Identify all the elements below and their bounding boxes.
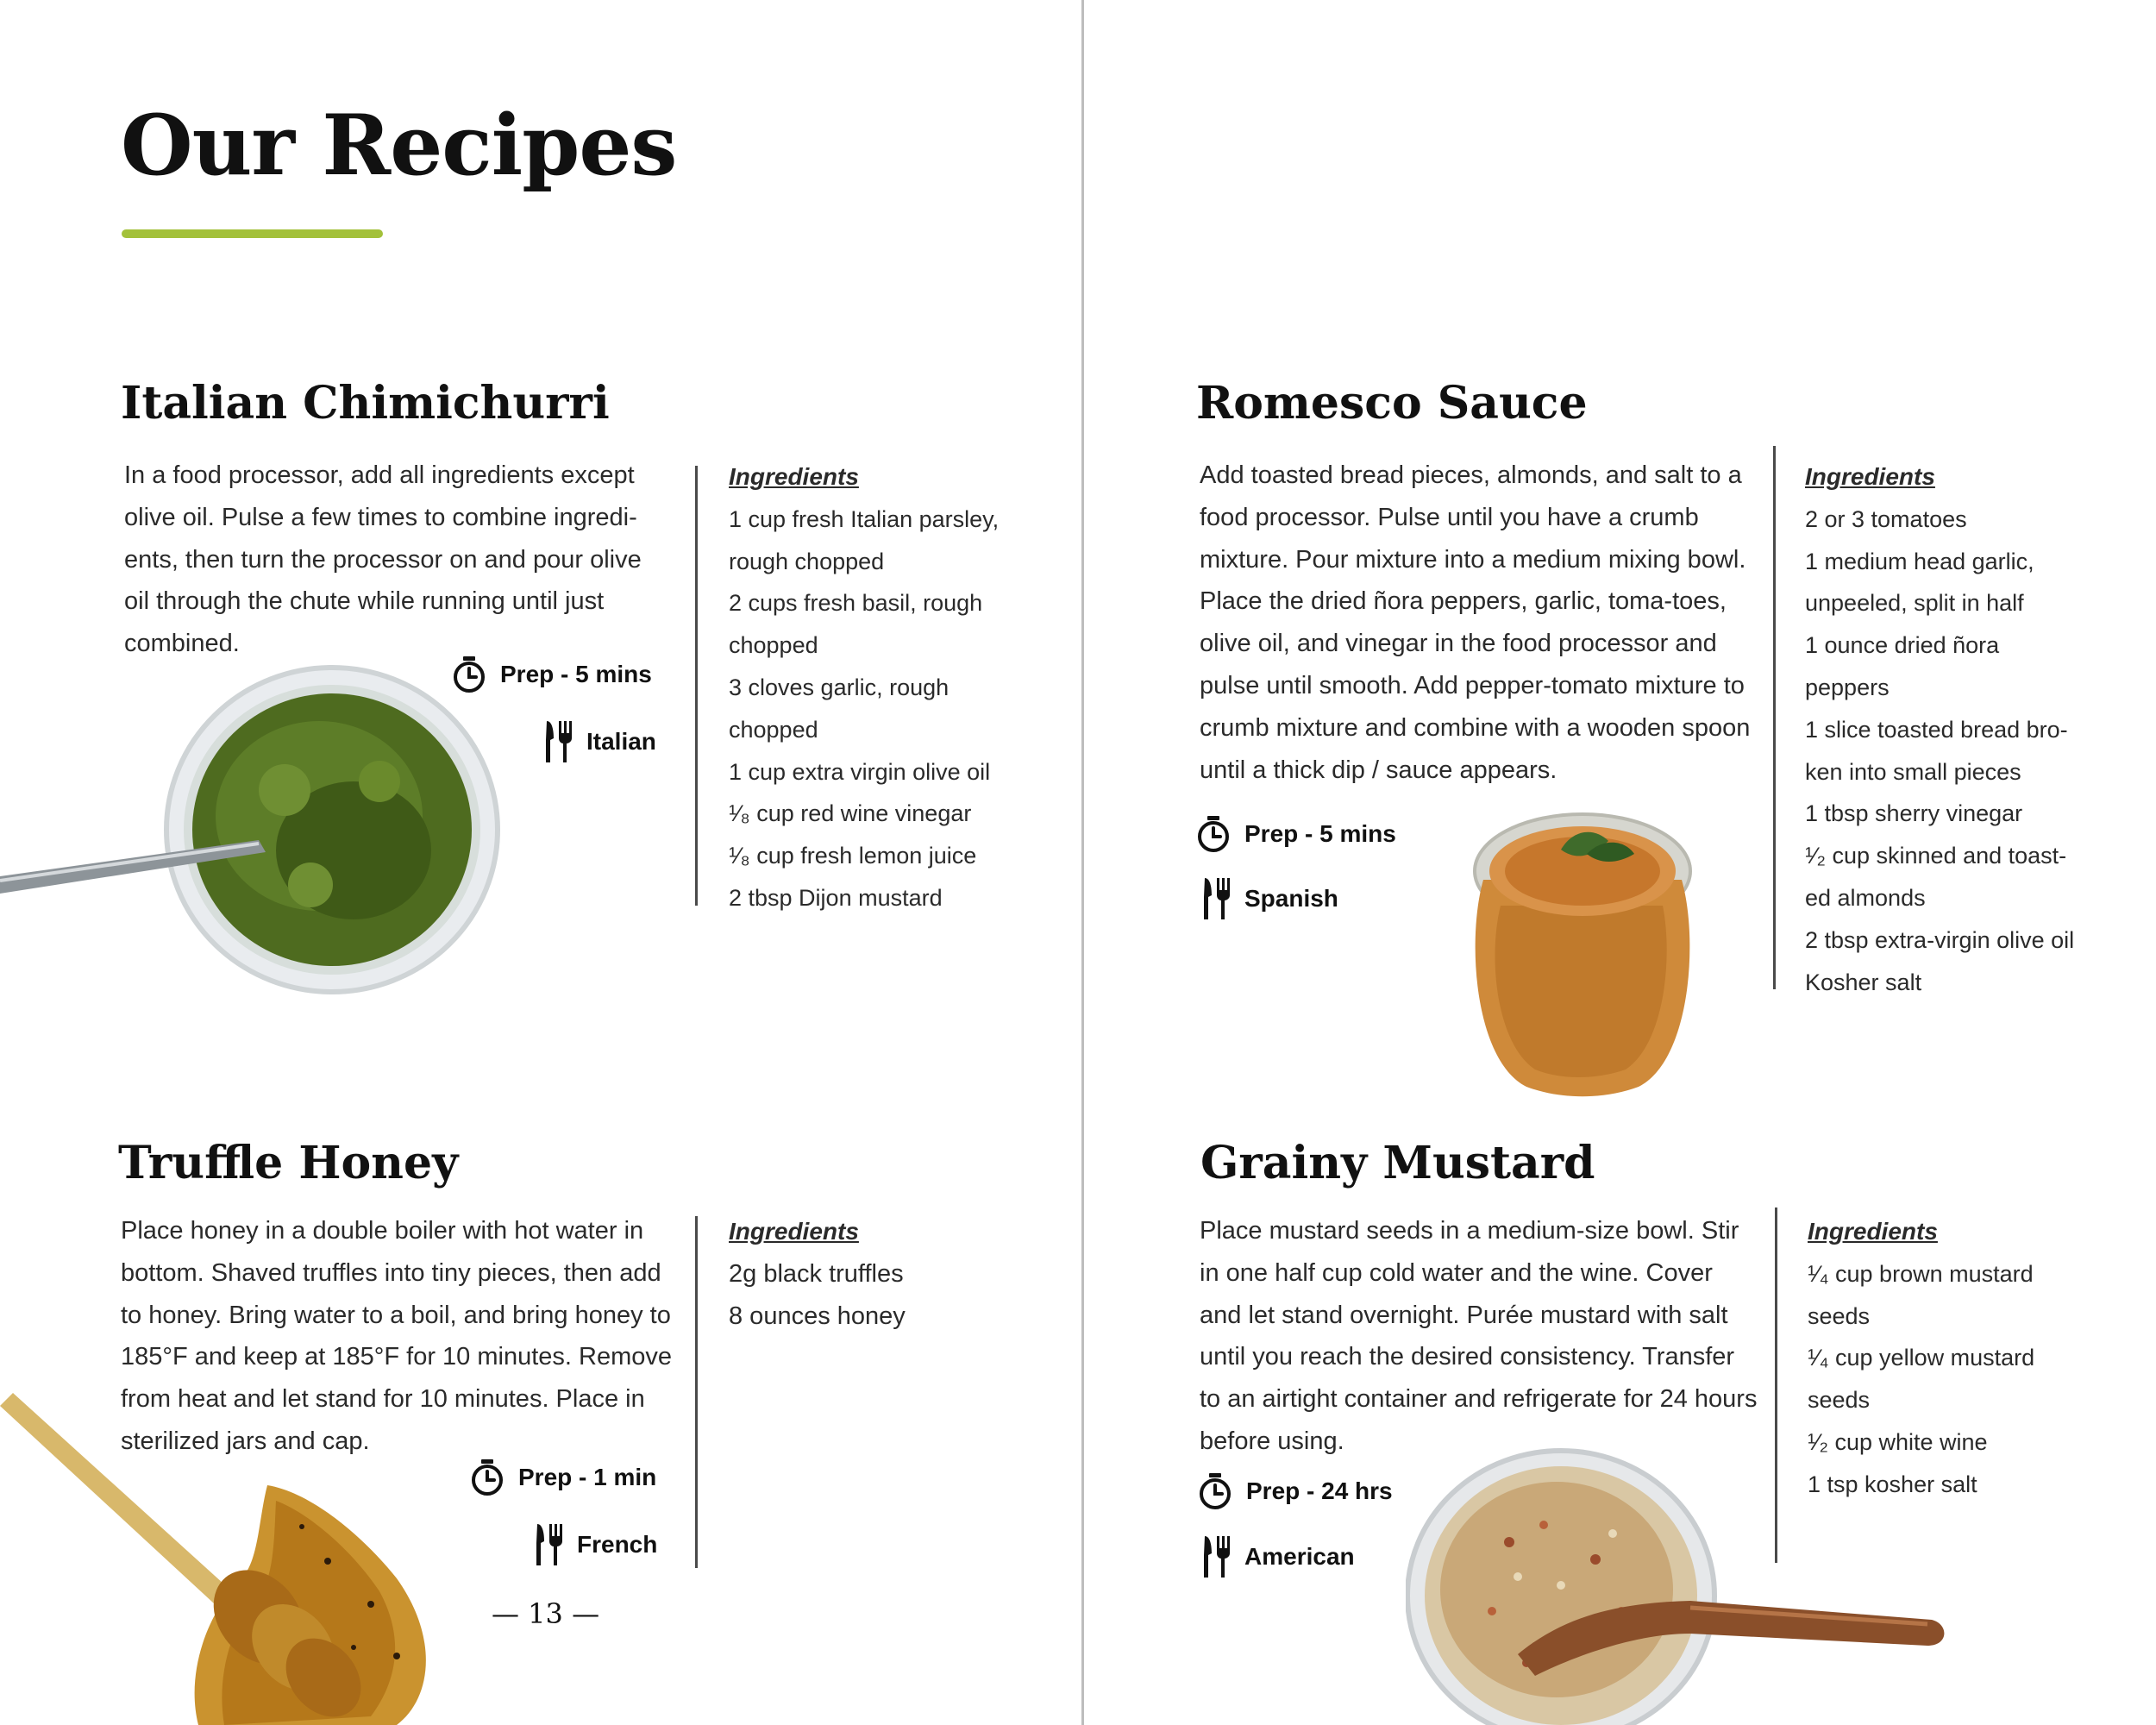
ingredient-item: 1 medium head garlic, — [1805, 548, 2034, 574]
ingredient-item: 1 ounce dried ñora — [1805, 632, 2000, 659]
fork-knife-icon — [534, 1522, 563, 1567]
ingredient-item: rough chopped — [729, 548, 885, 574]
ingredient-item: peppers — [1805, 674, 1890, 700]
ingredient-item: ¹⁄₈ cup fresh lemon juice — [729, 843, 977, 869]
recipe-description-romesco: Add toasted bread pieces, almonds, and salt to a food processor. Pulse until you have a crumb mixture. Pour mixture into a medium mixing bowl. Place the dried ñora peppers, garlic, toma-toes, olive oil, and vinegar in the food processor and pulse until smooth. Add pepper-tomato mixture to crumb mixture and combine with a wooden spoon until a thick dip / sauce appears. — [1200, 461, 1751, 784]
ingredient-item: ¹⁄₈ cup red wine vinegar — [729, 800, 972, 827]
title-underline — [122, 229, 383, 238]
ingredient-item: ¹⁄₂ cup white wine — [1808, 1428, 1988, 1455]
prep-time-truffle-honey — [470, 1458, 656, 1496]
timer-icon — [470, 1458, 505, 1496]
ingredient-item: 1 tbsp sherry vinegar — [1805, 800, 2023, 827]
prep-time-label: Prep - 24 hrs — [1246, 1477, 1393, 1504]
fork-knife-icon — [1201, 1534, 1231, 1579]
cuisine-label: Italian — [586, 728, 656, 755]
ingredient-item: 1 cup extra virgin olive oil — [729, 758, 991, 785]
recipe-title-romesco: Romesco Sauce — [1196, 377, 1588, 430]
fork-knife-icon — [543, 719, 573, 764]
ingredient-item: 2g black truffles — [729, 1259, 904, 1288]
cuisine-label: American — [1244, 1543, 1355, 1570]
recipe-description-chimichurri: In a food processor, add all ingredients except olive oil. Pulse a few times to combine ingredi-ents, then turn the processor on and pour olive oil through the chute while running until just combined. — [124, 461, 642, 658]
mustard-jar-image — [1406, 1439, 1949, 1725]
pesto-jar-image — [0, 661, 509, 1006]
cuisine-label: French — [577, 1531, 658, 1558]
ingredient-item: 2 tbsp extra-virgin olive oil — [1805, 926, 2075, 953]
ingredient-item: unpeeled, split in half — [1805, 590, 2024, 617]
ingredients-divider-truffle-honey — [695, 1216, 698, 1568]
cuisine-grainy-mustard — [1201, 1534, 1355, 1579]
honey-dipper-image — [0, 1389, 440, 1725]
recipe-title-grainy-mustard: Grainy Mustard — [1200, 1137, 1595, 1189]
ingredient-item: chopped — [729, 716, 818, 743]
ingredient-item: 1 cup fresh Italian parsley, — [729, 505, 1000, 532]
cuisine-chimichurri — [543, 719, 656, 764]
recipe-title-chimichurri: Italian Chimichurri — [121, 377, 610, 430]
page-title: Our Recipes — [121, 97, 677, 194]
ingredient-item: ken into small pieces — [1805, 758, 2021, 785]
ingredients-heading: Ingredients — [729, 463, 859, 490]
cuisine-label: Spanish — [1244, 885, 1338, 912]
ingredient-item: 1 tsp kosher salt — [1808, 1471, 1977, 1497]
ingredients-heading: Ingredients — [1805, 463, 1935, 490]
prep-time-label: Prep - 5 mins — [500, 661, 652, 687]
prep-time-romesco — [1196, 815, 1396, 853]
ingredient-item: 1 slice toasted bread bro- — [1805, 716, 2068, 743]
ingredient-item: chopped — [729, 632, 818, 659]
page-spine-divider — [1081, 0, 1084, 1725]
ingredient-item: ¹⁄₂ cup skinned and toast- — [1805, 843, 2067, 869]
ingredient-item: Kosher salt — [1805, 969, 1922, 995]
ingredients-heading: Ingredients — [1808, 1218, 1938, 1245]
ingredients-heading: Ingredients — [729, 1218, 859, 1245]
cuisine-truffle-honey — [534, 1522, 657, 1567]
prep-time-label: Prep - 5 mins — [1244, 820, 1396, 847]
timer-icon — [1198, 1472, 1232, 1510]
prep-time-grainy-mustard — [1198, 1472, 1393, 1510]
ingredient-item: 2 or 3 tomatoes — [1805, 505, 1967, 532]
romesco-jar-image — [1466, 802, 1699, 1100]
ingredients-list-chimichurri — [729, 456, 999, 919]
ingredient-item: 8 ounces honey — [729, 1302, 906, 1330]
ingredient-item: seeds — [1808, 1387, 1871, 1414]
ingredient-item: 2 cups fresh basil, rough — [729, 590, 983, 617]
ingredient-item: 2 tbsp Dijon mustard — [729, 884, 943, 911]
ingredients-divider-chimichurri — [695, 466, 698, 906]
ingredients-divider-romesco — [1773, 446, 1776, 989]
ingredient-item: seeds — [1808, 1302, 1871, 1329]
ingredient-item: ed almonds — [1805, 884, 1926, 911]
recipe-description-truffle-honey: Place honey in a double boiler with hot water in bottom. Shaved truffles into tiny pieces, then add to honey. Bring water to a boil, and bring honey to 185°F and keep at 185°F for 10 minutes. Remove from heat and let stand for 10 minutes. Place in sterilized jars and cap. — [121, 1217, 672, 1455]
ingredients-list-truffle-honey — [729, 1211, 906, 1337]
recipe-description-grainy-mustard: Place mustard seeds in a medium-size bowl. Stir in one half cup cold water and the wine. Cover and let stand overnight. Purée mustard with salt until you reach the desired consistency. Transfer to an airtight container and refrigerate for 24 hours before using. — [1200, 1217, 1758, 1455]
ingredient-item: 3 cloves garlic, rough — [729, 674, 950, 700]
timer-icon — [1196, 815, 1231, 853]
ingredient-item: ¹⁄₄ cup yellow mustard — [1808, 1345, 2035, 1371]
prep-time-label: Prep - 1 min — [518, 1464, 657, 1490]
recipe-title-truffle-honey: Truffle Honey — [118, 1137, 459, 1189]
ingredients-list-romesco — [1805, 456, 2074, 1003]
cuisine-romesco — [1201, 876, 1338, 921]
ingredient-item: ¹⁄₄ cup brown mustard — [1808, 1260, 2034, 1287]
page-number: — 13 — — [492, 1597, 600, 1630]
fork-knife-icon — [1201, 876, 1231, 921]
